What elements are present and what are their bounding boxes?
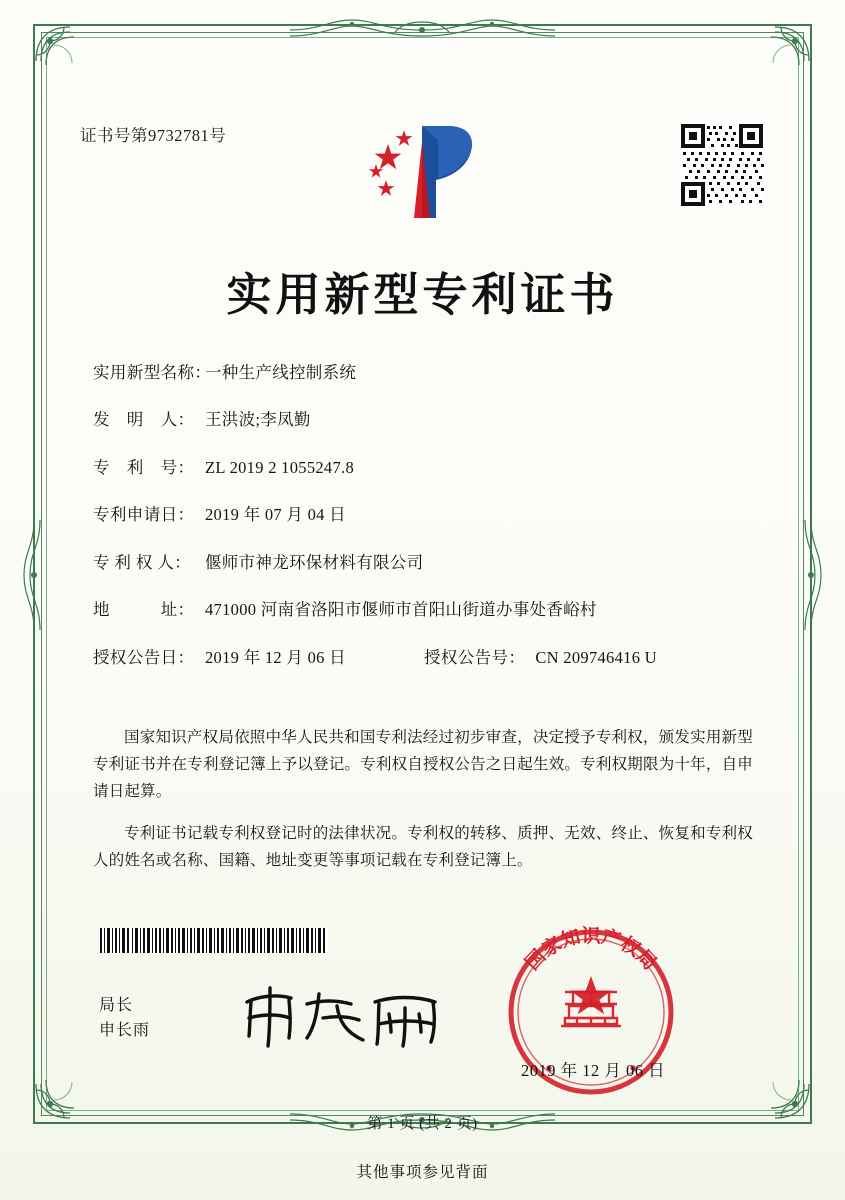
side-border-ornament-icon [781,520,823,630]
field-label: 授权公告日： [93,647,195,667]
barcode [100,928,328,953]
field-label: 专 利 号： [93,457,195,477]
field-value: 王洪波;李凤勤 [205,410,311,430]
page-title: 实用新型专利证书 [226,268,619,321]
legal-paragraph: 国家知识产权局依照中华人民共和国专利法经过初步审查，决定授予专利权，颁发实用新型专利证书并在专利登记簿上予以登记。专利权自授权公告之日起生效。专利权期限为十年，自申请日起算。 [93,728,753,800]
certificate-number: 证书号第9732781号 [80,126,227,145]
field-patent-number [93,457,763,478]
cnipa-logo-icon [352,118,492,226]
director-title-label: 局长 [99,997,134,1014]
field-patentee [93,552,763,573]
field-label: 实用新型名称： [93,363,212,382]
field-label: 专利申请日： [93,505,195,525]
field-label: 专 利 权 人： [93,552,192,572]
field-application-date [93,504,763,525]
footer-note: 其他事项参见背面 [356,1164,489,1181]
field-value: 偃师市神龙环保材料有限公司 [205,552,424,572]
certificate-fields [93,362,763,694]
legal-paragraph: 专利证书记载专利权登记时的法律状况。专利权的转移、质押、无效、终止、恢复和专利权人的姓名或名称、国籍、地址变更等事项记载在专利登记簿上。 [93,825,753,869]
field-value: 471000 河南省洛阳市偃师市首阳山街道办事处香峪村 [205,600,597,620]
field-label-secondary: 授权公告号： [423,647,526,667]
seal-date: 2019 年 12 月 06 日 [521,1061,666,1080]
svg-text:国家知识产权局: 国家知识产权局 [521,925,661,975]
qr-code [679,122,765,208]
field-value: ZL 2019 2 1055247.8 [205,457,354,477]
field-value: 2019 年 07 月 04 日 [205,505,346,525]
field-inventor [93,409,763,430]
field-address [93,599,763,620]
director-name-label: 申长雨 [99,1022,151,1039]
handwritten-signature-icon [237,980,452,1052]
field-value: 2019 年 12 月 06 日 [205,647,346,667]
field-utility-model-name [93,362,763,383]
field-label: 地 址： [93,600,195,620]
field-label: 发 明 人： [93,410,195,430]
top-border-ornament-icon [290,18,555,60]
field-grant-announcement [93,647,763,668]
field-value-secondary: CN 209746416 U [535,647,657,667]
legal-text-block [93,708,753,878]
field-value: 一种生产线控制系统 [205,363,357,382]
side-border-ornament-icon [22,520,64,630]
signature-block [99,993,150,1043]
page-number: 第 1 页 (共 2 页) [367,1116,478,1132]
